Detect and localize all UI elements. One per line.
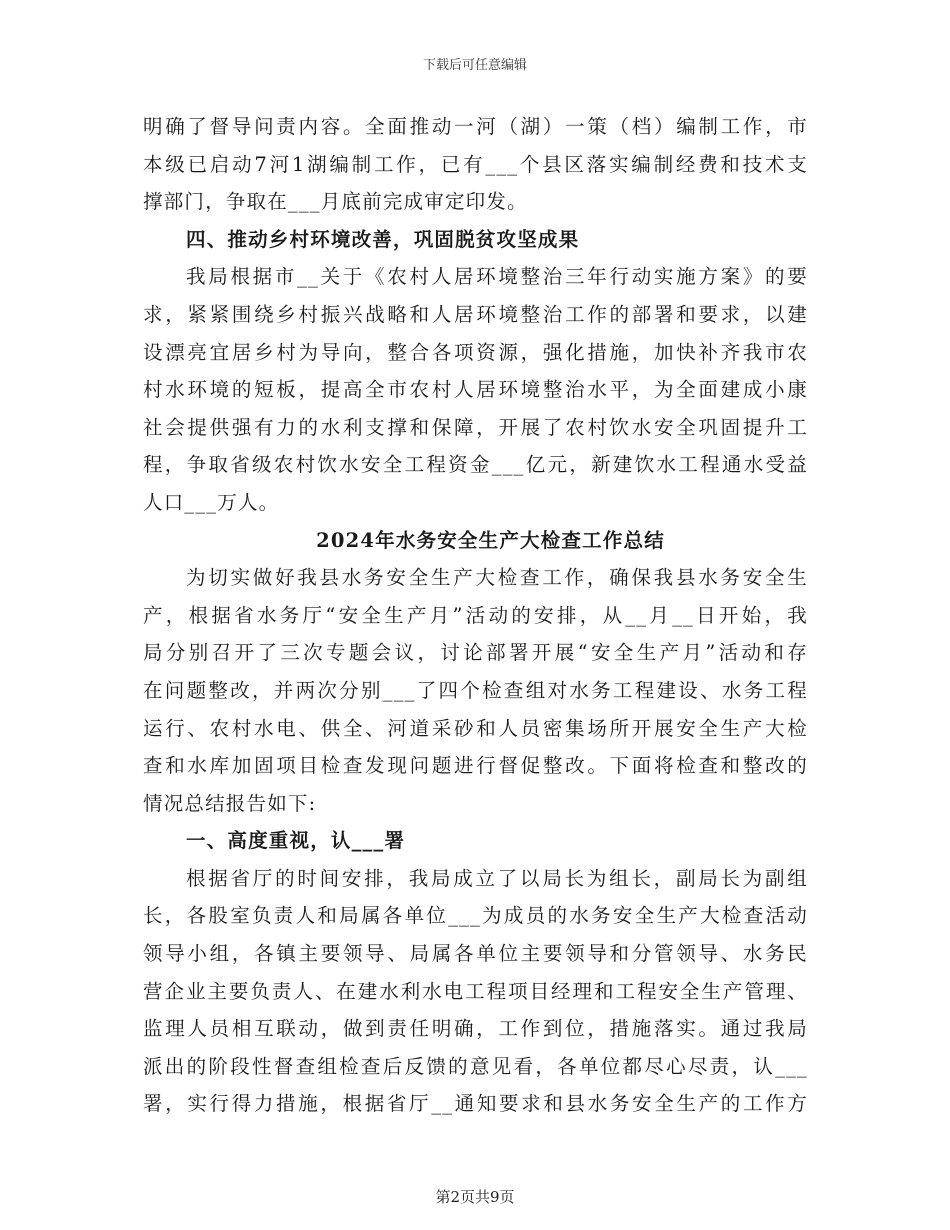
page-footer: 第2页共9页 <box>435 1188 515 1206</box>
paragraph-line: 村水环境的短板，提高全市农村人居环境整治水平，为全面建成小康 <box>143 378 808 402</box>
paragraph-line: 情况总结报告如下: <box>143 791 317 815</box>
paragraph-line: 明确了督导问责内容。全面推动一河（湖）一策（档）编制工作，市 <box>143 115 808 138</box>
paragraph-line: 程，争取省级农村饮水安全工程资金___亿元，新建饮水工程通水受益 <box>143 453 808 477</box>
paragraph-line: 根据省厅的时间安排，我局成立了以局长为组长，副局长为副组 <box>186 866 808 890</box>
document-title: 2024年水务安全生产大检查工作总结 <box>316 528 665 552</box>
paragraph-line: 派出的阶段性督查组检查后反馈的意见看，各单位都尽心尽责，认___ <box>143 1054 808 1078</box>
paragraph-line: 求，紧紧围绕乡村振兴战略和人居环境整治工作的部署和要求，以建 <box>143 302 808 326</box>
paragraph-line: 署，实行得力措施，根据省厅__通知要求和县水务安全生产的工作方 <box>143 1092 808 1116</box>
paragraph-line: 社会提供强有力的水利支撑和保障，开展了农村饮水安全巩固提升工 <box>143 415 808 439</box>
paragraph-line: 我局根据市__关于《农村人居环境整治三年行动实施方案》的要 <box>186 265 808 289</box>
paragraph-line: 在问题整改，并两次分别___了四个检查组对水务工程建设、水务工程 <box>143 678 808 702</box>
paragraph-line: 领导小组，各镇主要领导、局属各单位主要领导和分管领导、水务民 <box>143 942 808 966</box>
paragraph-line: 撑部门，争取在___月底前完成审定印发。 <box>143 190 528 214</box>
page-header: 下载后可任意编辑 <box>422 58 527 73</box>
paragraph-line: 本级已启动7河1湖编制工作，已有___个县区落实编制经费和技术支 <box>143 152 808 176</box>
document-body <box>143 108 808 1123</box>
paragraph-line: 局分别召开了三次专题会议，讨论部署开展“安全生产月”活动和存 <box>143 641 808 665</box>
paragraph-line: 营企业主要负责人、在建水利水电工程项目经理和工程安全生产管理、 <box>143 979 808 1003</box>
paragraph-line: 为切实做好我县水务安全生产大检查工作，确保我县水务安全生 <box>186 566 808 590</box>
paragraph-line: 产，根据省水务厅“安全生产月”活动的安排，从__月__日开始，我 <box>143 603 808 627</box>
paragraph-line: 长，各股室负责人和局属各单位___为成员的水务安全生产大检查活动 <box>143 904 808 928</box>
paragraph-line: 人口___万人。 <box>143 490 280 514</box>
section-heading: 四、推动乡村环境改善，巩固脱贫攻坚成果 <box>186 227 580 251</box>
paragraph-line: 查和水库加固项目检查发现问题进行督促整改。下面将检查和整改的 <box>143 754 808 778</box>
section-heading: 一、高度重视，认___署 <box>186 829 406 853</box>
paragraph-line: 监理人员相互联动，做到责任明确，工作到位，措施落实。通过我局 <box>143 1017 808 1041</box>
paragraph-line: 设漂亮宜居乡村为导向，整合各项资源，强化措施，加快补齐我市农 <box>143 340 808 364</box>
paragraph-line: 运行、农村水电、供全、河道采砂和人员密集场所开展安全生产大检 <box>143 716 808 740</box>
